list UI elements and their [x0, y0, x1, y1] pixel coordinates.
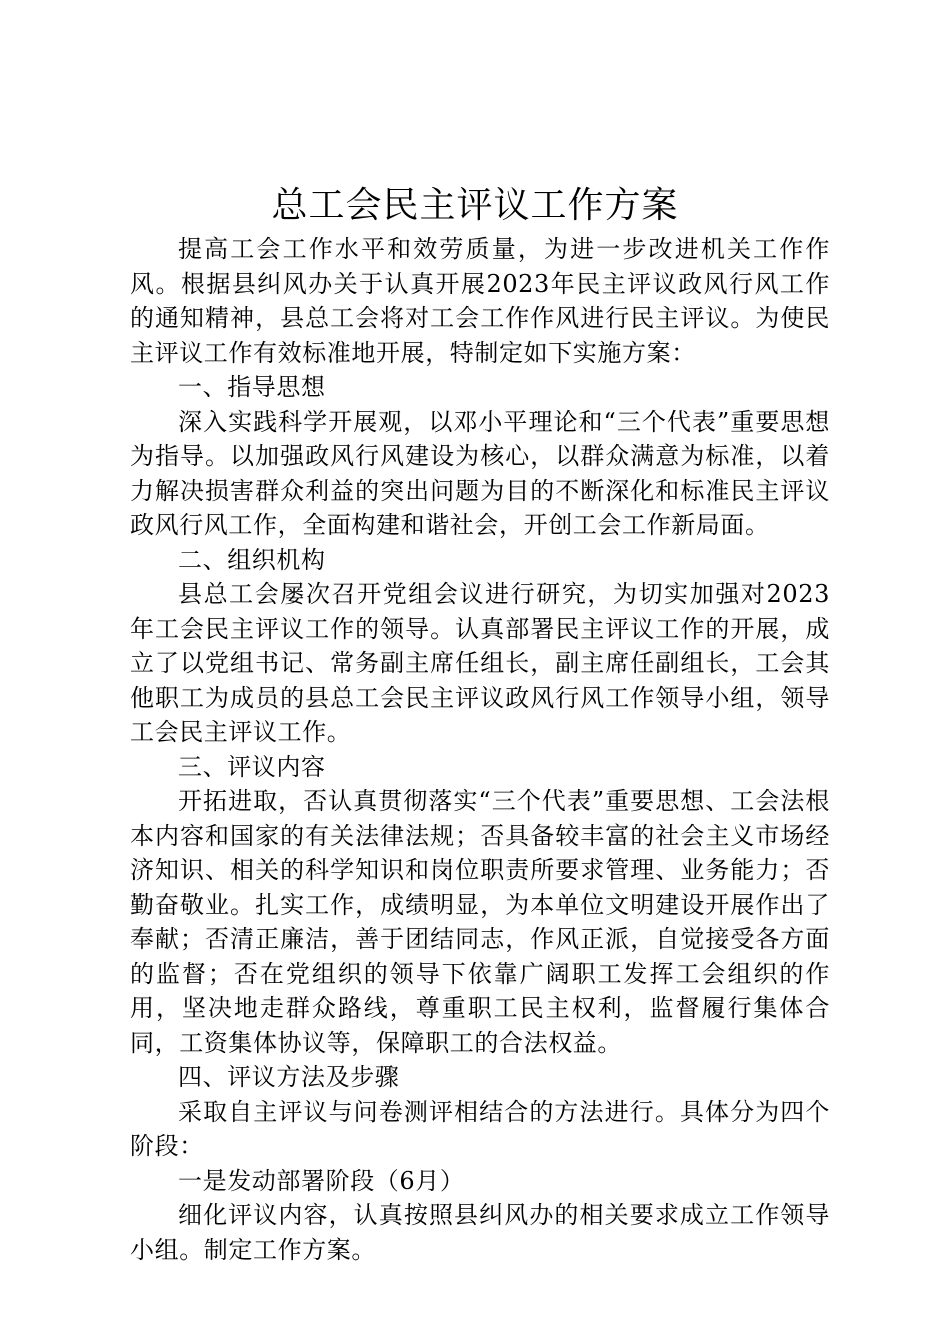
document-title: 总工会民主评议工作方案	[271, 185, 679, 226]
stage-one-paragraph: 细化评议内容，认真按照县纠风办的相关要求成立工作领导小组。制定工作方案。	[130, 1201, 830, 1264]
organization-paragraph: 县总工会屡次召开党组会议进行研究，为切实加强对2023年工会民主评议工作的领导。认真部署民主评议工作的开展，成立了以党组书记、常务副主席任组长，副主席任副组长，工会其他职工为成员的县总工会民主评议政风行风工作领导小组，领导工会民主评议工作。	[130, 580, 830, 746]
section-heading-guiding-ideology: 一、指导思想	[178, 373, 326, 401]
intro-paragraph: 提高工会工作水平和效劳质量，为进一步改进机关工作作风。根据县纠风办关于认真开展2023年民主评议政风行风工作的通知精神，县总工会将对工会工作作风进行民主评议。为使民主评议工作有效标准地开展，特制定如下实施方案：	[130, 235, 830, 367]
section-heading-organization: 二、组织机构	[178, 545, 326, 574]
methods-paragraph: 采取自主评议与问卷测评相结合的方法进行。具体分为四个阶段：	[130, 1097, 830, 1160]
section-heading-evaluation-content: 三、评议内容	[178, 752, 326, 781]
guiding-ideology-paragraph: 深入实践科学开展观，以邓小平理论和“三个代表”重要思想为指导。以加强政风行风建设为核心，以群众满意为标准，以着力解决损害群众利益的突出问题为目的不断深化和标准民主评议政风行风工作，全面构建和谐社会，开创工会工作新局面。	[130, 407, 830, 539]
evaluation-content-paragraph: 开拓进取，否认真贯彻落实“三个代表”重要思想、工会法根本内容和国家的有关法律法规；否具备较丰富的社会主义市场经济知识、相关的科学知识和岗位职责所要求管理、业务能力；否勤奋敬业。扎实工作，成绩明显，为本单位文明建设开展作出了奉献；否清正廉洁，善于团结同志，作风正派，自觉接受各方面的监督；否在党组织的领导下依靠广阔职工发挥工会组织的作用，坚决地走群众路线，尊重职工民主权利，监督履行集体合同，工资集体协议等，保障职工的合法权益。	[130, 787, 830, 1057]
document-body	[130, 232, 830, 1267]
section-heading-methods-steps: 四、评议方法及步骤	[178, 1063, 400, 1091]
stage-one-heading: 一是发动部署阶段（6月）	[178, 1166, 465, 1195]
